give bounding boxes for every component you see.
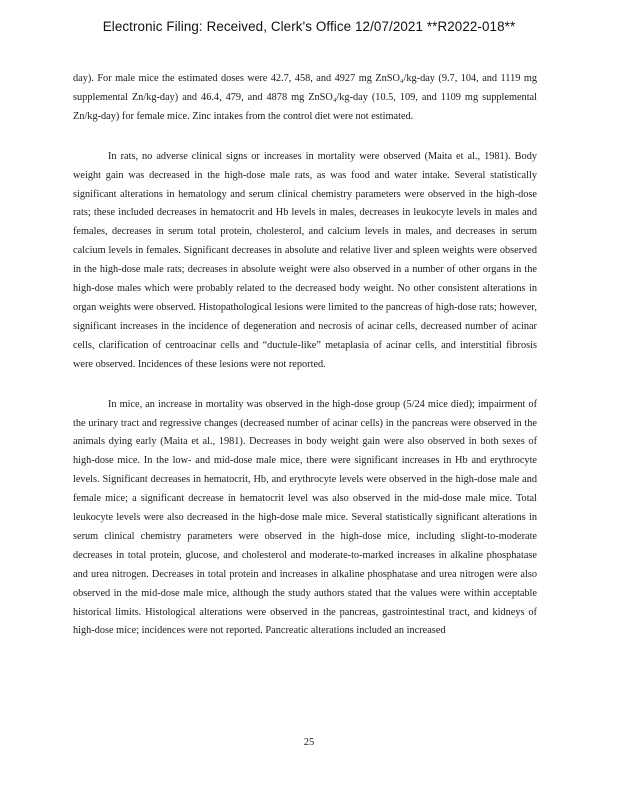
page-number: 25 (303, 737, 315, 748)
paragraph-mouse-findings: In mice, an increase in mortality was observed in the high-dose group (5/24 mice died); impairment of the urinary tract and regressive changes (decreased number of acinar cells) in the pancreas were observed in the animals dying early (Maita et al., 1981). Decreases in body weight gain were also observed in both sexes of high-dose mice. In the low- and mid-dose male mice, there were significant increases in Hb and erythrocyte levels. Significant decreases in hematocrit, Hb, and erythrocyte levels were observed in the high-dose male and female mice; a significant decrease in hematocrit level was also observed in the mid-dose male mice. Total leukocyte levels were also decreased in the high-dose male mice. Several statistically significant alterations in serum clinical chemistry parameters were observed in the high-dose mice, including slight-to-moderate decreases in total protein, glucose, and cholesterol and moderate-to-marked increases in alkaline phosphatase and urea nitrogen. Decreases in total protein and increases in alkaline phosphatase and urea nitrogen were also observed in the mid-dose male mice, although the study authors stated that the values were within acceptable historical limits. Histological alterations were observed in the pancreas, gastrointestinal tract, and kidneys of high-dose mice; incidences were not reported. Pancreatic alterations included an increased (73, 398, 537, 637)
document-body (73, 70, 537, 641)
paragraph-rat-findings: In rats, no adverse clinical signs or increases in mortality were observed (Maita et al., 1981). Body weight gain was decreased in the high-dose male rats, as was food and water intake. Several statistically significant alterations in hematology and serum clinical chemistry parameters were observed in the high-dose rats; these included decreases in hematocrit and Hb levels in males, decreases in leukocyte levels in males and females, decreases in serum total protein, cholesterol, and calcium levels in males, and decreases in serum calcium levels in females. Significant decreases in absolute and relative liver and spleen weights were observed in the high-dose male rats; decreases in absolute weight were also observed in a number of other organs in the high-dose males which were probably related to the decreased body weight. No other consistent alterations in organ weights were observed. Histopathological lesions were limited to the pancreas of high-dose rats; however, significant increases in the incidence of degeneration and necrosis of acinar cells, decreased number of acinar cells, clarification of centroacinar cells and “ductule-like” metaplasia of acinar cells, and interstitial fibrosis were observed. Incidences of these lesions were not reported. (73, 150, 537, 370)
paragraph-dose-estimates: day). For male mice the estimated doses were 42.7, 458, and 4927 mg ZnSO₄/kg-day (9.7, 104, and 1119 mg supplemental Zn/kg-day) and 46.4, 479, and 4878 mg ZnSO₄/kg-day (10.5, 109, and 1109 mg supplemental Zn/kg-day) for female mice. Zinc intakes from the control diet were not estimated. (73, 73, 537, 122)
filing-stamp-header: Electronic Filing: Received, Clerk's Office 12/07/2021 **R2022-018** (102, 19, 516, 34)
